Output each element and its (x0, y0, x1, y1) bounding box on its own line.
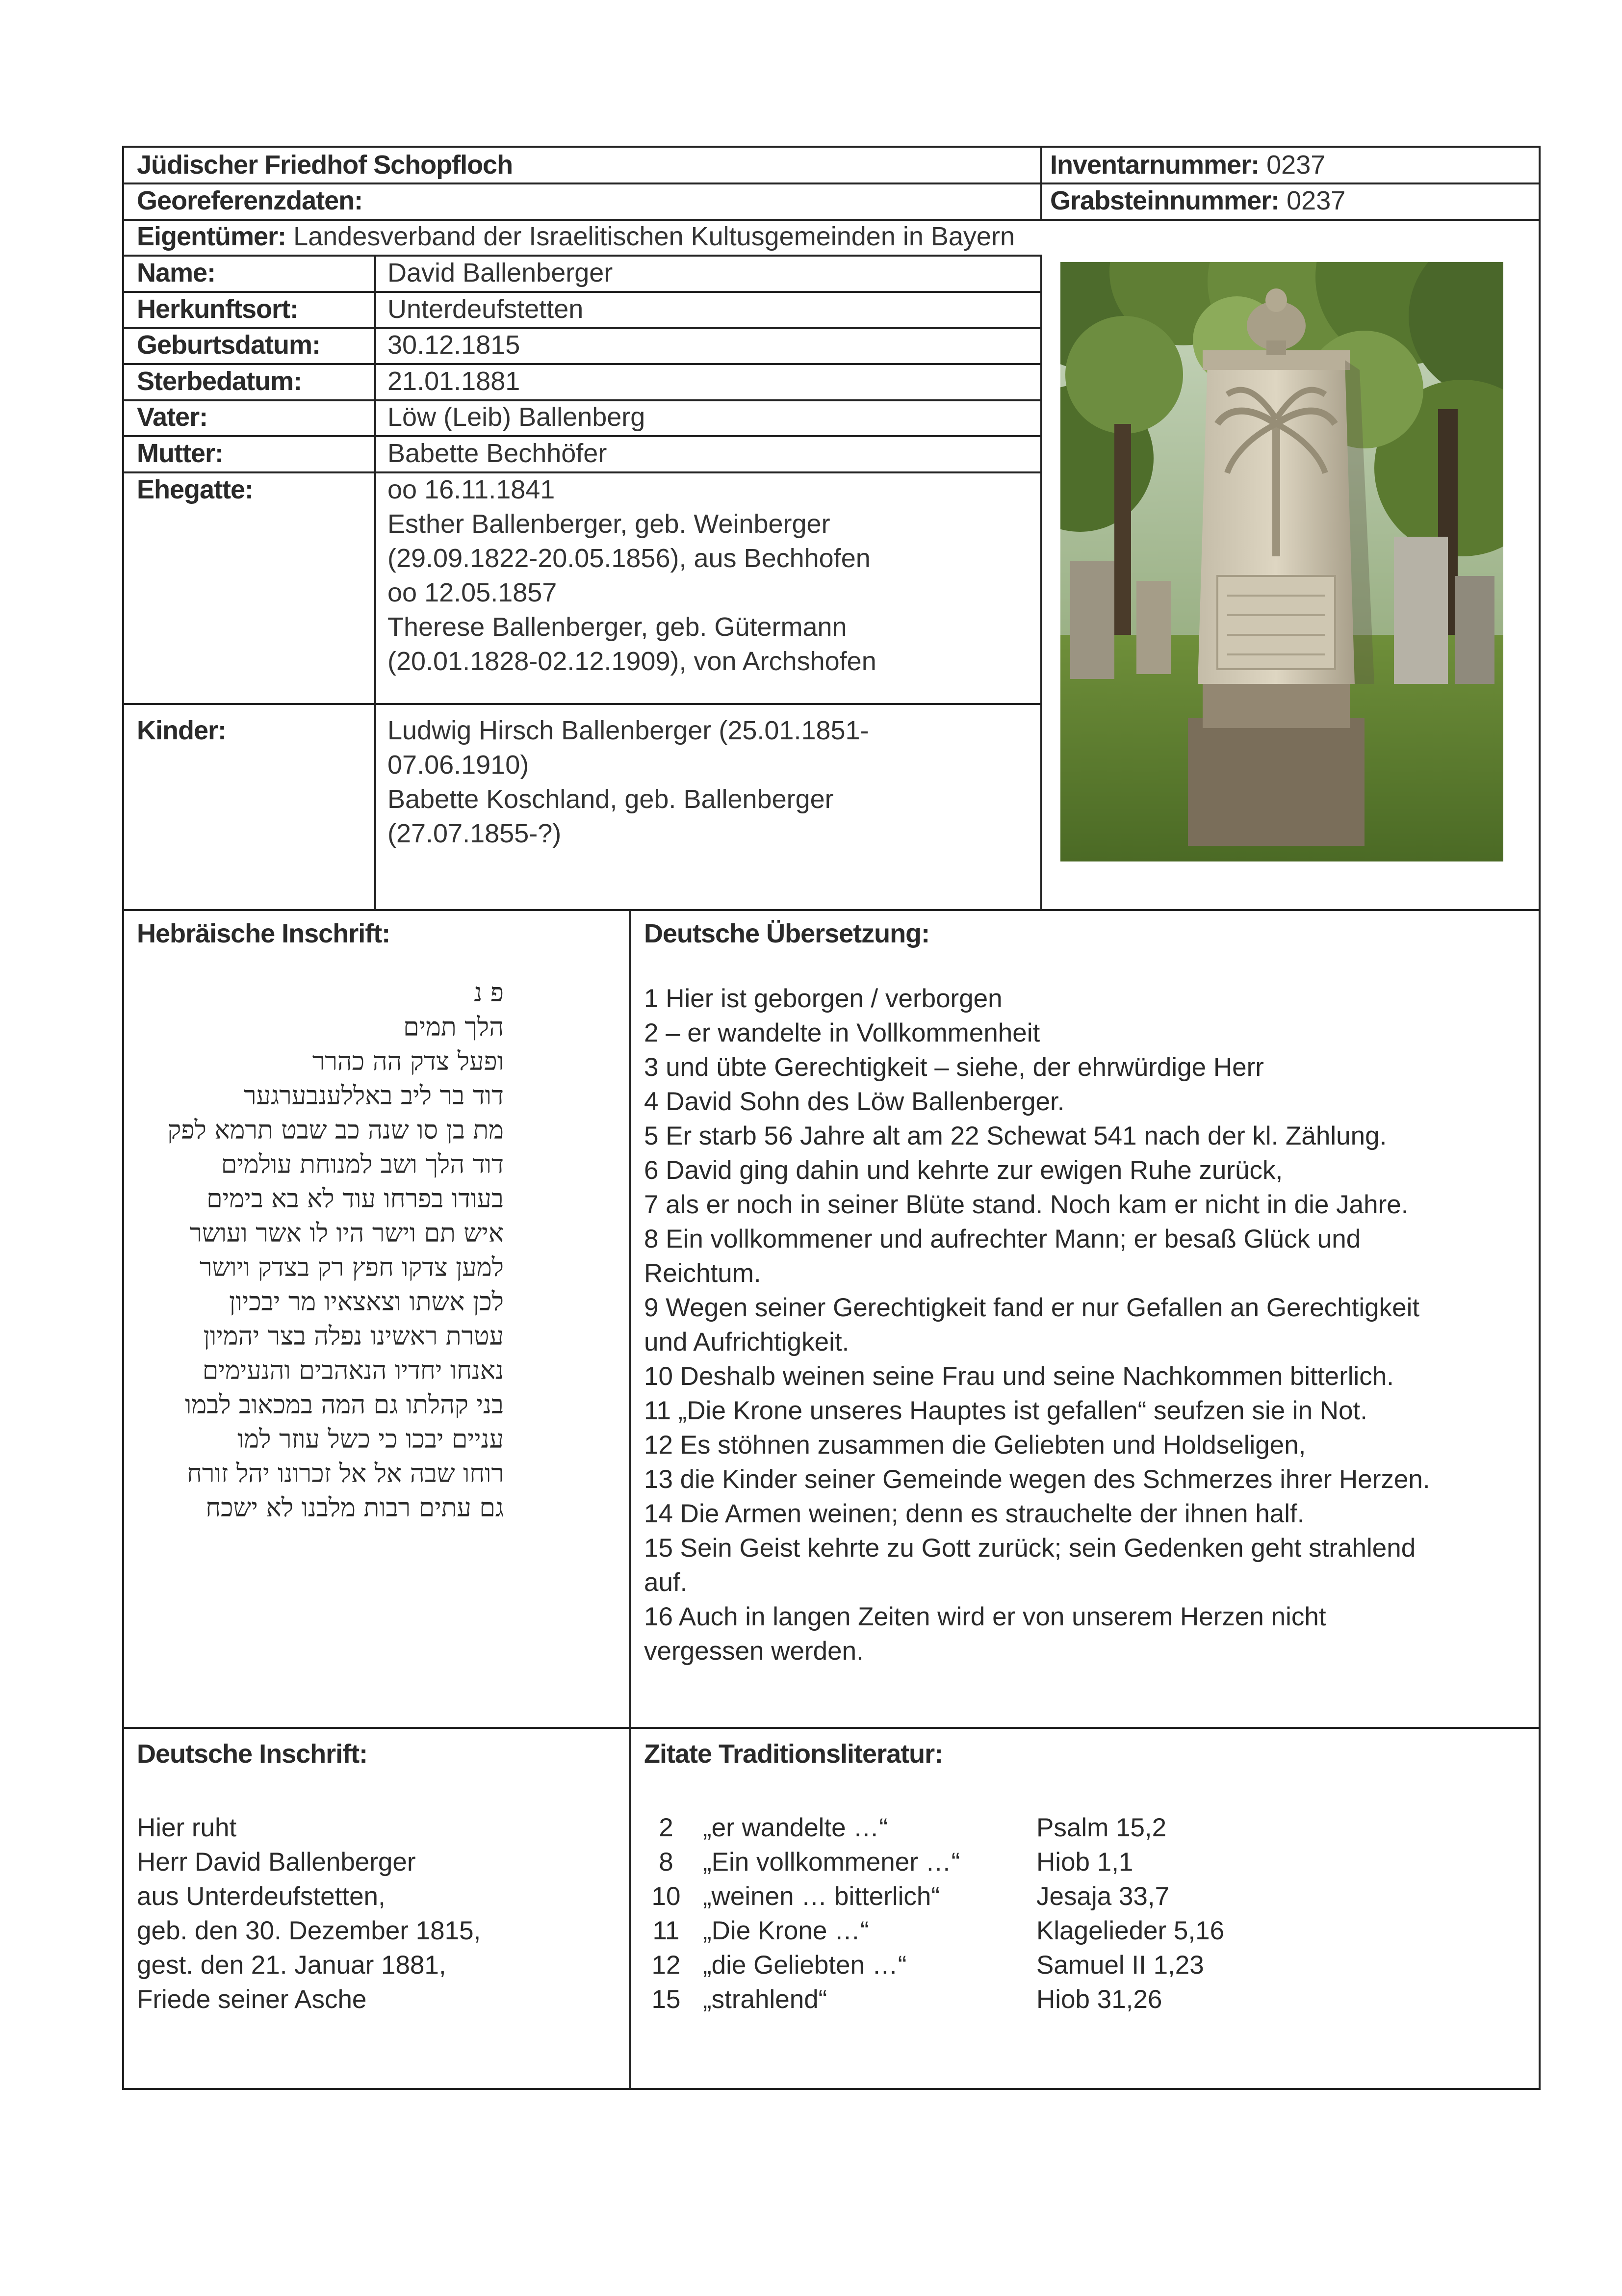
name-value: David Ballenberger (387, 258, 613, 287)
citation-number: 2 (659, 1813, 673, 1842)
rule (1040, 148, 1042, 219)
father-label: Vater: (137, 402, 208, 432)
citation-source: Hiob 1,1 (1036, 1848, 1133, 1877)
citation-source: Samuel II 1,23 (1036, 1951, 1204, 1980)
hebrew-line: ופעל צדק הה כהרר (312, 1047, 504, 1076)
hebrew-line: עניים יבכו כי כשל עוזר למו (237, 1425, 504, 1454)
hebrew-line: רוחו שבה אל אל זכרונו יהל זורח (187, 1459, 504, 1488)
grave-value: 0237 (1287, 186, 1346, 215)
citation-quote: „er wandelte …“ (703, 1813, 888, 1842)
german-inscription-label: Deutsche Inschrift: (137, 1739, 368, 1769)
birth-label: Geburtsdatum: (137, 330, 321, 360)
origin-value: Unterdeufstetten (387, 294, 584, 324)
german-inscription-line: aus Unterdeufstetten, (137, 1882, 386, 1911)
hebrew-line: דוד הלך ושב למנוחת עולמים (221, 1150, 504, 1179)
translation-line: 7 als er noch in seiner Blüte stand. Noch kam er nicht in die Jahre. (644, 1190, 1409, 1219)
translation-line: 13 die Kinder seiner Gemeinde wegen des Schmerzes ihrer Herzen. (644, 1465, 1430, 1494)
spouse-line: oo 12.05.1857 (387, 578, 557, 607)
record-sheet (122, 146, 1541, 2090)
hebrew-line: בעודו בפרחו עוד לא בא בימים (206, 1184, 504, 1214)
citation-quote: „strahlend“ (703, 1985, 827, 2014)
spouse-line: oo 16.11.1841 (387, 475, 555, 504)
inventory-label: Inventarnummer: (1050, 150, 1260, 180)
hebrew-line: נאנחו יחדיו הנאהבים והנעימים (202, 1356, 504, 1385)
hebrew-line: גם עתים רבות מלבנו לא ישכח (206, 1493, 504, 1523)
spouse-line: Therese Ballenberger, geb. Gütermann (387, 612, 847, 642)
translation-line: und Aufrichtigkeit. (644, 1328, 850, 1357)
translation-line: 9 Wegen seiner Gerechtigkeit fand er nur Gefallen an Gerechtigkeit (644, 1293, 1420, 1322)
citation-quote: „weinen … bitterlich“ (703, 1882, 940, 1911)
translation-line: 2 – er wandelte in Vollkommenheit (644, 1018, 1040, 1047)
owner-label: Eigentümer: (137, 222, 286, 251)
children-label: Kinder: (137, 716, 226, 745)
mother-value: Babette Bechhöfer (387, 439, 607, 468)
translation-line: 1 Hier ist geborgen / verborgen (644, 984, 1003, 1013)
rule (1040, 255, 1042, 909)
cemetery-title: Jüdischer Friedhof Schopfloch (137, 150, 513, 180)
children-line: Ludwig Hirsch Ballenberger (25.01.1851- (387, 716, 869, 745)
origin-label: Herkunftsort: (137, 294, 299, 324)
german-inscription-line: gest. den 21. Januar 1881, (137, 1951, 446, 1980)
translation-label: Deutsche Übersetzung: (644, 919, 930, 948)
children-line: 07.06.1910) (387, 750, 529, 780)
hebrew-line: בני קהלתו גם המה במכאוב לבמו (185, 1390, 504, 1420)
translation-line: 14 Die Armen weinen; denn es strauchelte der ihnen half. (644, 1499, 1305, 1528)
hebrew-line: דוד בר ליב באללענבערגער (244, 1081, 504, 1111)
citation-source: Psalm 15,2 (1036, 1813, 1167, 1842)
german-inscription-line: Friede seiner Asche (137, 1985, 367, 2014)
gravestone-photo (1060, 262, 1503, 861)
rule (124, 703, 1042, 705)
translation-line: 8 Ein vollkommener und aufrechter Mann; er besaß Glück und (644, 1225, 1361, 1253)
spouse-label: Ehegatte: (137, 475, 254, 504)
hebrew-line: הלך תמים (403, 1013, 504, 1042)
citation-source: Klagelieder 5,16 (1036, 1916, 1225, 1945)
inventory-number (1050, 149, 1325, 181)
citation-quote: „Ein vollkommener …“ (703, 1848, 960, 1877)
death-value: 21.01.1881 (387, 366, 520, 396)
hebrew-line: איש תם וישר היו לו אשר ועושר (189, 1219, 504, 1248)
translation-line: 11 „Die Krone unseres Hauptes ist gefallen“ seufzen sie in Not. (644, 1396, 1367, 1425)
citation-number: 15 (651, 1985, 681, 2014)
translation-line: 4 David Sohn des Löw Ballenberger. (644, 1087, 1065, 1116)
translation-line: 3 und übte Gerechtigkeit – siehe, der ehrwürdige Herr (644, 1053, 1264, 1082)
translation-line: 16 Auch in langen Zeiten wird er von unserem Herzen nicht (644, 1602, 1326, 1631)
death-label: Sterbedatum: (137, 366, 302, 396)
hebrew-line: לכן אשתו וצאצאיו מר יבכיון (229, 1287, 504, 1317)
translation-line: 6 David ging dahin und kehrte zur ewigen Ruhe zurück, (644, 1156, 1283, 1185)
translation-line: 12 Es stöhnen zusammen die Geliebten und Holdseligen, (644, 1431, 1306, 1460)
inventory-value: 0237 (1266, 150, 1326, 180)
translation-line: 10 Deshalb weinen seine Frau und seine Nachkommen bitterlich. (644, 1362, 1394, 1391)
grave-number (1050, 184, 1345, 217)
children-line: (27.07.1855-?) (387, 819, 562, 848)
citation-number: 8 (659, 1848, 673, 1877)
citation-source: Hiob 31,26 (1036, 1985, 1162, 2014)
citation-number: 11 (652, 1916, 680, 1945)
translation-line: auf. (644, 1568, 688, 1597)
father-value: Löw (Leib) Ballenberg (387, 402, 645, 432)
owner-value: Landesverband der Israelitischen Kultusgemeinden in Bayern (293, 222, 1015, 251)
hebrew-line: עטרת ראשינו נפלה בצר יהמיון (203, 1322, 504, 1351)
citation-number: 10 (651, 1882, 681, 1911)
rule (124, 1727, 1539, 1729)
citation-number: 12 (651, 1951, 681, 1980)
german-inscription-line: Herr David Ballenberger (137, 1848, 416, 1877)
translation-line: 15 Sein Geist kehrte zu Gott zurück; sein Gedenken geht strahlend (644, 1534, 1416, 1563)
hebrew-line: פ נ (474, 978, 504, 1008)
spouse-line: (29.09.1822-20.05.1856), aus Bechhofen (387, 544, 871, 573)
spouse-line: (20.01.1828-02.12.1909), von Archshofen (387, 647, 876, 676)
citation-quote: „Die Krone …“ (703, 1916, 869, 1945)
hebrew-line: למען צדקו חפץ רק בצדק ויושר (199, 1253, 504, 1282)
translation-line: vergessen werden. (644, 1637, 864, 1666)
rule (124, 909, 1539, 911)
rule (629, 909, 631, 2088)
hebrew-label: Hebräische Inschrift: (137, 919, 390, 948)
citation-quote: „die Geliebten …“ (703, 1951, 907, 1980)
translation-line: 5 Er starb 56 Jahre alt am 22 Schewat 541 nach der kl. Zählung. (644, 1122, 1387, 1150)
hebrew-line: מת בן סו שנה כב שבט תרמא לפק (167, 1116, 504, 1145)
rule (374, 255, 376, 909)
grave-label: Grabsteinnummer: (1050, 186, 1280, 215)
mother-label: Mutter: (137, 439, 223, 468)
children-line: Babette Koschland, geb. Ballenberger (387, 784, 834, 814)
owner-row (137, 220, 1015, 253)
translation-line: Reichtum. (644, 1259, 761, 1288)
birth-value: 30.12.1815 (387, 330, 520, 360)
name-label: Name: (137, 258, 216, 287)
georef-label: Georeferenzdaten: (137, 186, 363, 215)
rule (124, 471, 1042, 473)
citations-label: Zitate Traditionsliteratur: (644, 1739, 943, 1769)
citation-source: Jesaja 33,7 (1036, 1882, 1170, 1911)
german-inscription-line: Hier ruht (137, 1813, 237, 1842)
german-inscription-line: geb. den 30. Dezember 1815, (137, 1916, 481, 1945)
spouse-line: Esther Ballenberger, geb. Weinberger (387, 509, 830, 539)
